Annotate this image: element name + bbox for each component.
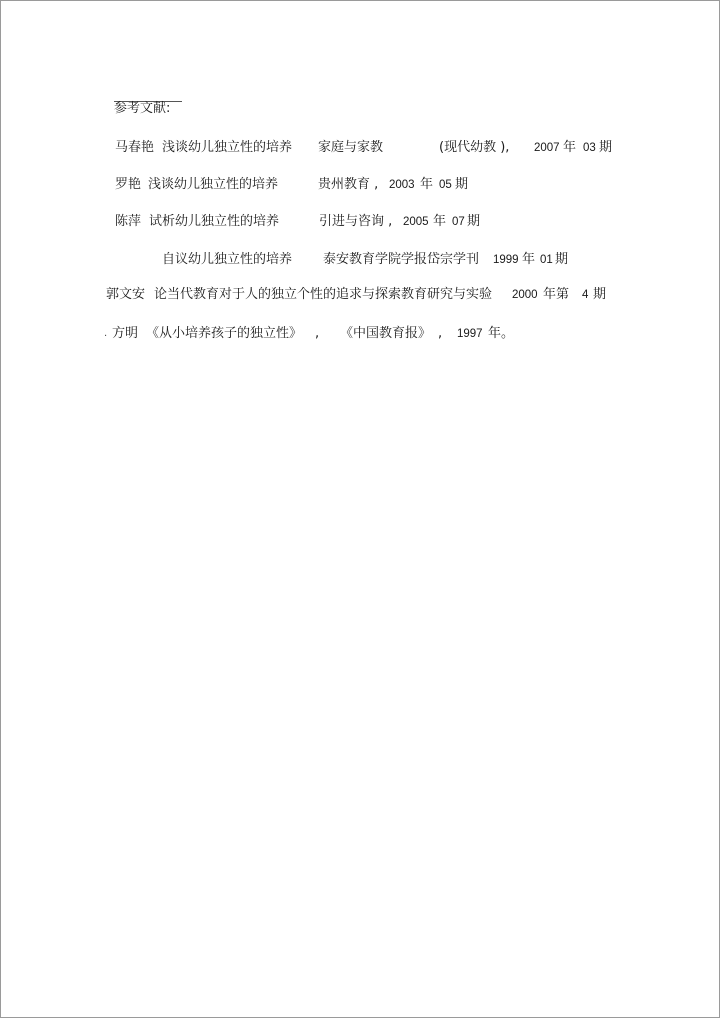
reference-separator: ,	[438, 326, 443, 341]
reference-item	[104, 325, 524, 343]
reference-year-unit: 年	[563, 140, 577, 155]
reference-author: 罗艳	[115, 177, 142, 192]
reference-item	[162, 251, 592, 269]
reference-source: 引进与咨询 ,	[319, 214, 393, 229]
reference-source-extra: (现代幼教 ),	[439, 140, 510, 155]
reference-item	[106, 286, 616, 304]
reference-year-unit: 年。	[488, 326, 515, 341]
reference-author: 方明	[112, 326, 139, 341]
reference-year-unit: 年第	[543, 287, 570, 302]
reference-issue: 05	[439, 179, 452, 191]
reference-issue: 03	[583, 142, 596, 154]
references-heading: 参考文献:	[114, 101, 171, 116]
reference-year: 1997	[457, 328, 483, 340]
reference-title: 《从小培养孩子的独立性》	[146, 326, 303, 341]
reference-item	[115, 139, 615, 157]
reference-year: 1999	[493, 254, 519, 266]
reference-title: 自议幼儿独立性的培养	[162, 252, 293, 267]
reference-year: 2005	[403, 216, 429, 228]
reference-source: 家庭与家教	[318, 140, 384, 155]
reference-separator: ,	[315, 326, 320, 341]
reference-title: 浅谈幼儿独立性的培养	[148, 177, 279, 192]
reference-year: 2000	[512, 289, 538, 301]
reference-title: 试析幼儿独立性的培养	[149, 214, 280, 229]
reference-issue-unit: 期	[555, 252, 569, 267]
reference-issue: 4	[582, 289, 589, 301]
reference-issue-unit: 期	[467, 214, 481, 229]
reference-author: 陈萍	[115, 214, 142, 229]
reference-prefix: .	[104, 328, 108, 339]
reference-issue-unit: 期	[455, 177, 469, 192]
reference-title: 论当代教育对于人的独立个性的追求与探索教育研究与实验	[154, 287, 493, 302]
reference-year: 2007	[534, 142, 560, 154]
reference-issue: 01	[540, 254, 553, 266]
reference-source: 《中国教育报》	[340, 326, 432, 341]
reference-issue-unit: 期	[593, 287, 607, 302]
reference-issue: 07	[452, 216, 465, 228]
reference-source: 泰安教育学院学报岱宗学刊	[323, 252, 480, 267]
reference-title: 浅谈幼儿独立性的培养	[162, 140, 293, 155]
reference-author: 马春艳	[115, 140, 155, 155]
reference-year-unit: 年	[433, 214, 447, 229]
reference-item	[115, 213, 515, 231]
reference-source: 贵州教育 ,	[318, 177, 379, 192]
reference-author: 郭文安	[106, 287, 146, 302]
reference-year-unit: 年	[420, 177, 434, 192]
reference-year-unit: 年	[522, 252, 536, 267]
reference-year: 2003	[389, 179, 415, 191]
reference-issue-unit: 期	[599, 140, 613, 155]
reference-item	[115, 176, 515, 194]
